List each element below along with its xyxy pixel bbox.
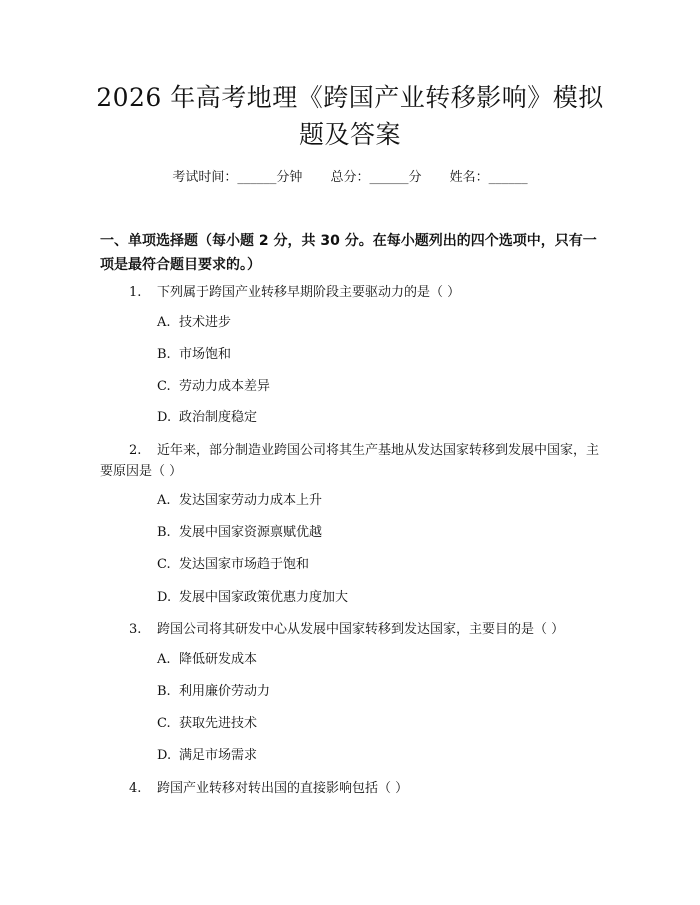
question-text: 跨国产业转移对转出国的直接影响包括（ ） xyxy=(157,781,409,796)
question-2-option-c xyxy=(157,555,309,575)
question-number: 1. xyxy=(129,285,142,300)
question-3-option-b xyxy=(157,682,270,702)
option-text: 劳动力成本差异 xyxy=(179,379,271,394)
option-text: 政治制度稳定 xyxy=(179,410,258,425)
option-letter: C. xyxy=(157,716,171,731)
option-letter: A. xyxy=(157,652,171,667)
question-number: 4. xyxy=(129,781,142,796)
question-3-option-a xyxy=(157,650,257,670)
option-text: 发达国家劳动力成本上升 xyxy=(179,493,323,508)
question-4 xyxy=(100,778,600,799)
option-text: 利用廉价劳动力 xyxy=(179,684,271,699)
option-text: 满足市场需求 xyxy=(179,748,258,763)
student-name-field: 姓名：______ xyxy=(449,170,528,185)
option-letter: A. xyxy=(157,493,171,508)
option-text: 市场饱和 xyxy=(179,347,232,362)
question-text: 下列属于跨国产业转移早期阶段主要驱动力的是（ ） xyxy=(157,285,461,300)
option-letter: D. xyxy=(157,410,172,425)
section-heading-single-choice: 一、单项选择题（每小题 2 分，共 30 分。在每小题列出的四个选项中，只有一项是最符合题目要求的。） xyxy=(100,233,597,273)
option-letter: A. xyxy=(157,315,171,330)
question-number: 3. xyxy=(129,622,142,637)
question-3 xyxy=(100,619,600,640)
question-text: 跨国公司将其研发中心从发展中国家转移到发达国家，主要目的是（ ） xyxy=(157,622,565,637)
question-3-option-c xyxy=(157,714,257,734)
option-letter: C. xyxy=(157,379,171,394)
exam-time-field: 考试时间：______分钟 xyxy=(172,170,303,185)
exam-title-line-1: 2026 年高考地理《跨国产业转移影响》模拟 xyxy=(96,83,604,112)
question-2-option-d xyxy=(157,588,348,608)
question-1-option-a xyxy=(157,313,231,333)
option-text: 降低研发成本 xyxy=(179,652,258,667)
option-text: 发展中国家资源禀赋优越 xyxy=(179,525,323,540)
option-text: 发达国家市场趋于饱和 xyxy=(179,557,310,572)
option-letter: B. xyxy=(157,525,171,540)
option-letter: C. xyxy=(157,557,171,572)
option-text: 发展中国家政策优惠力度加大 xyxy=(179,590,349,605)
exam-title-line-2: 题及答案 xyxy=(298,120,401,149)
question-2-option-b xyxy=(157,523,322,543)
question-1-option-d xyxy=(157,408,257,428)
question-2 xyxy=(100,440,600,482)
question-number: 2. xyxy=(129,443,142,458)
option-letter: D. xyxy=(157,748,172,763)
question-2-option-a xyxy=(157,491,322,511)
exam-meta xyxy=(0,168,700,188)
question-3-option-d xyxy=(157,746,257,766)
question-1 xyxy=(100,282,600,303)
question-1-option-c xyxy=(157,377,270,397)
option-text: 获取先进技术 xyxy=(179,716,258,731)
total-score-field: 总分：______分 xyxy=(330,170,422,185)
option-letter: B. xyxy=(157,684,171,699)
question-text: 近年来，部分制造业跨国公司将其生产基地从发达国家转移到发展中国家，主要原因是（ ） xyxy=(100,443,600,479)
question-1-option-b xyxy=(157,345,231,365)
option-text: 技术进步 xyxy=(179,315,232,330)
option-letter: D. xyxy=(157,590,172,605)
option-letter: B. xyxy=(157,347,171,362)
